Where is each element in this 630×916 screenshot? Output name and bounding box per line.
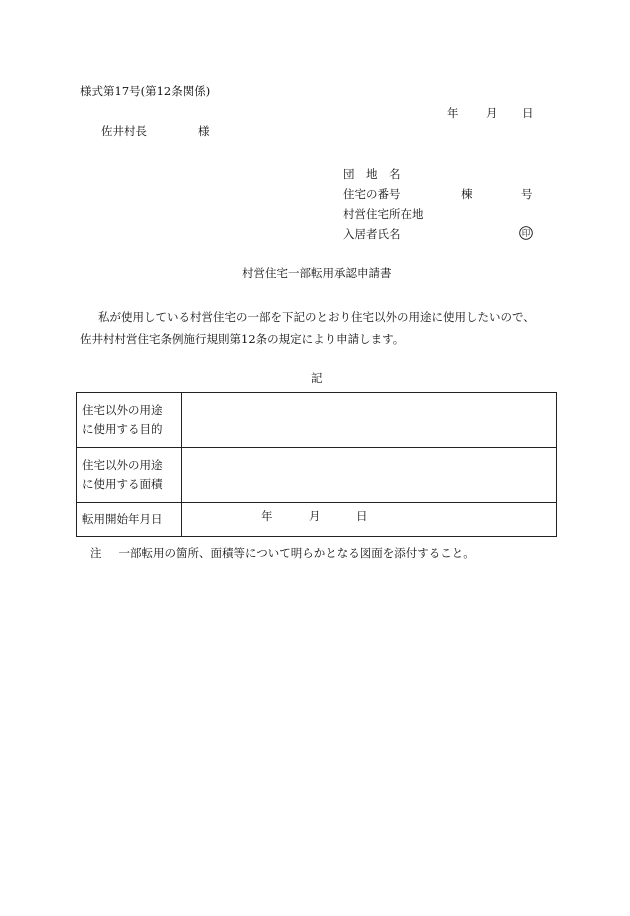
area-label xyxy=(77,448,182,503)
area-field[interactable] xyxy=(182,448,557,503)
table-row xyxy=(77,393,557,448)
purpose-label xyxy=(77,393,182,448)
purpose-label-line-1: 住宅以外の用途 xyxy=(82,403,163,417)
form-number: 様式第17号(第12条関係) xyxy=(80,84,211,98)
area-label-line-2: に使用する面積 xyxy=(82,477,163,491)
start-date-label: 転用開始年月日 xyxy=(77,503,182,537)
house-number-label: 住宅の番号 xyxy=(343,187,401,201)
application-statement xyxy=(80,306,560,350)
complex-name-label: 団 地 名 xyxy=(343,167,401,181)
date-month: 月 xyxy=(486,106,498,120)
statement-line-2: 佐井村村営住宅条例施行規則第12条の規定により申請します。 xyxy=(80,332,405,346)
table-row xyxy=(77,448,557,503)
addressee-suffix: 様 xyxy=(198,124,210,138)
date-year: 年 xyxy=(447,106,459,120)
document-title: 村営住宅一部転用承認申請書 xyxy=(242,266,392,280)
location-label: 村営住宅所在地 xyxy=(343,207,424,221)
svg-text:印: 印 xyxy=(521,229,531,240)
resident-name-label: 入居者氏名 xyxy=(343,227,401,241)
start-date-month: 月 xyxy=(309,509,321,523)
table-row xyxy=(77,503,557,537)
addressee xyxy=(101,124,210,138)
note-prefix: 注 xyxy=(90,546,102,560)
purpose-field[interactable] xyxy=(182,393,557,448)
purpose-label-line-2: に使用する目的 xyxy=(82,422,163,436)
number-unit: 号 xyxy=(521,187,533,201)
conversion-details-table xyxy=(76,392,557,537)
addressee-name: 佐井村長 xyxy=(101,124,147,138)
start-date-year: 年 xyxy=(261,509,273,523)
start-date-day: 日 xyxy=(356,509,368,523)
note-text: 一部転用の箇所、面積等について明らかとなる図面を添付すること。 xyxy=(118,546,475,560)
statement-line-1: 私が使用している村営住宅の一部を下記のとおり住宅以外の用途に使用したいので、 xyxy=(98,310,535,324)
note xyxy=(90,548,475,560)
ki-heading: 記 xyxy=(311,371,323,385)
start-date-field[interactable] xyxy=(182,503,557,537)
seal-icon xyxy=(519,226,533,240)
building-unit: 棟 xyxy=(461,187,473,201)
area-label-line-1: 住宅以外の用途 xyxy=(82,458,163,472)
date-day: 日 xyxy=(522,106,534,120)
